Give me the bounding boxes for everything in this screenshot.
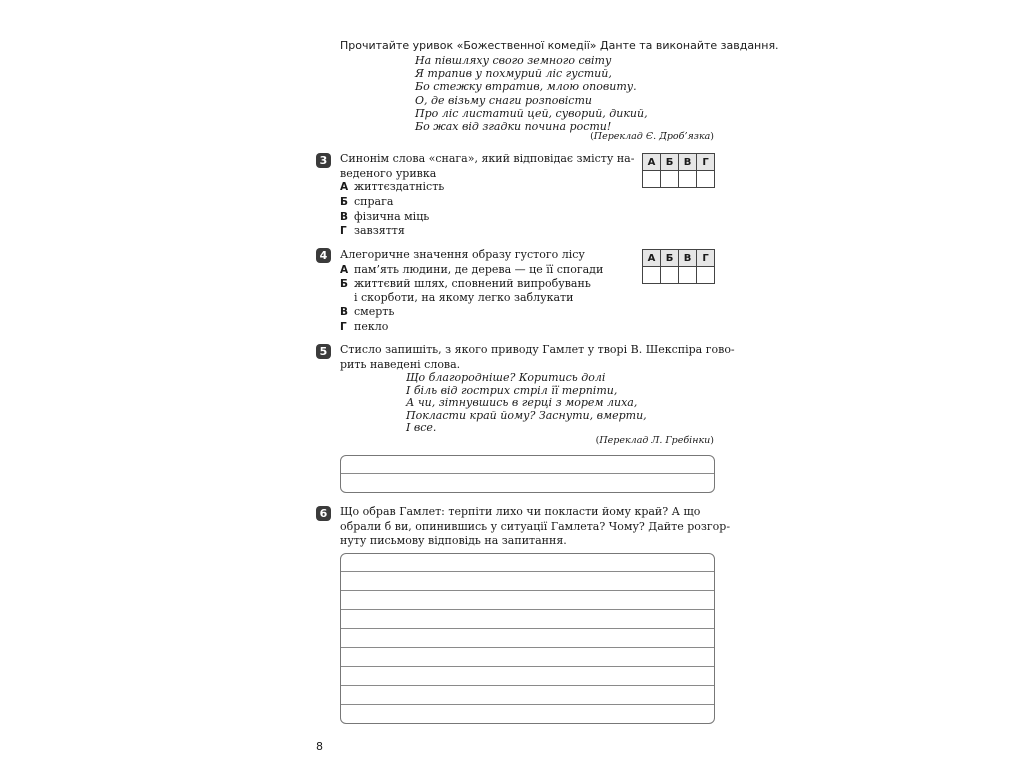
writing-line (341, 666, 714, 667)
question-4-text: Алегоричне значення образу густого лісу (340, 248, 585, 261)
answer-cell[interactable] (697, 171, 715, 188)
grid-header: Б (661, 154, 679, 171)
poem-line: Про ліс листатий цей, суворий, дикий, (415, 106, 648, 120)
poem-line: О, де візьму снаги розповісти (415, 93, 592, 107)
answer-cell[interactable] (661, 267, 679, 284)
intro-instruction: Прочитайте уривок «Божественної комедії» Данте та виконайте завдання. (340, 39, 779, 52)
writing-line (341, 590, 714, 591)
question-3-option-a[interactable]: А життєздатність (340, 180, 445, 193)
answer-grid-q3 (642, 153, 715, 188)
answer-grid-q4 (642, 249, 715, 284)
question-3-text: Синонім слова «снага», який відповідає змісту на- веденого уривка (340, 152, 635, 180)
question-number-4: 4 (316, 248, 331, 263)
hamlet-credit: (Переклад Л. Гребінки) (595, 435, 714, 446)
grid-header: В (679, 154, 697, 171)
answer-box-q6[interactable] (340, 553, 715, 724)
poem-excerpt (415, 54, 648, 133)
writing-line (341, 473, 714, 474)
question-number-5: 5 (316, 344, 331, 359)
verse-line: Покласти край йому? Заснути, вмерти, (406, 408, 647, 422)
question-number-6: 6 (316, 506, 331, 521)
answer-cell[interactable] (643, 267, 661, 284)
answer-cell[interactable] (643, 171, 661, 188)
question-3-option-g[interactable]: Г завзяття (340, 224, 405, 237)
question-4-option-b-continuation: і скорботи, на якому легко заблукати (354, 291, 574, 304)
question-4-option-b[interactable]: Б життєвий шлях, сповнений випробувань (340, 277, 591, 290)
grid-header: А (643, 250, 661, 267)
answer-cell[interactable] (679, 267, 697, 284)
writing-line (341, 647, 714, 648)
question-4-option-g[interactable]: Г пекло (340, 320, 389, 333)
question-number-3: 3 (316, 153, 331, 168)
answer-cell[interactable] (697, 267, 715, 284)
answer-box-q5[interactable] (340, 455, 715, 493)
writing-line (341, 628, 714, 629)
poem-line: Я трапив у похмурий ліс густий, (415, 67, 612, 81)
question-5-text: Стисло запишіть, з якого приводу Гамлет у творі В. Шекспіра гово- рить наведені слова. (340, 343, 735, 371)
hamlet-excerpt (406, 372, 647, 435)
writing-line (341, 571, 714, 572)
grid-header: В (679, 250, 697, 267)
writing-line (341, 704, 714, 705)
verse-line: І біль від гострих стріл її терпіти, (406, 383, 618, 397)
grid-header: Б (661, 250, 679, 267)
poem-line: Бо стежку втратив, млою оповиту. (415, 80, 637, 94)
grid-header: Г (697, 250, 715, 267)
grid-header: Г (697, 154, 715, 171)
poem-line: Бо жах від згадки почина рости! (415, 119, 612, 133)
grid-header: А (643, 154, 661, 171)
page-number: 8 (316, 740, 323, 753)
writing-line (341, 685, 714, 686)
question-6-text: Що обрав Гамлет: терпіти лихо чи покласти йому край? А що обрали б ви, опинившись у ситуації Гамлета? Чому? Дайте розгор- нуту письмову відповідь на запитання. (340, 505, 731, 547)
question-3-option-v[interactable]: В фізична міць (340, 210, 430, 223)
question-4-option-a[interactable]: А пам’ять людини, де дерева — це її спогади (340, 263, 604, 276)
writing-line (341, 609, 714, 610)
verse-line: І все. (406, 421, 437, 435)
verse-line: А чи, зітнувшись в герці з морем лиха, (406, 396, 638, 410)
answer-cell[interactable] (661, 171, 679, 188)
poem-line: На півшляху свого земного світу (415, 54, 612, 67)
verse-line: Що благороднішe? Коритись долі (406, 371, 606, 384)
question-4-option-v[interactable]: В смерть (340, 305, 395, 318)
poem-credit: (Переклад Є. Дроб’язка) (590, 131, 714, 142)
answer-cell[interactable] (679, 171, 697, 188)
question-3-option-b[interactable]: Б спрага (340, 195, 394, 208)
